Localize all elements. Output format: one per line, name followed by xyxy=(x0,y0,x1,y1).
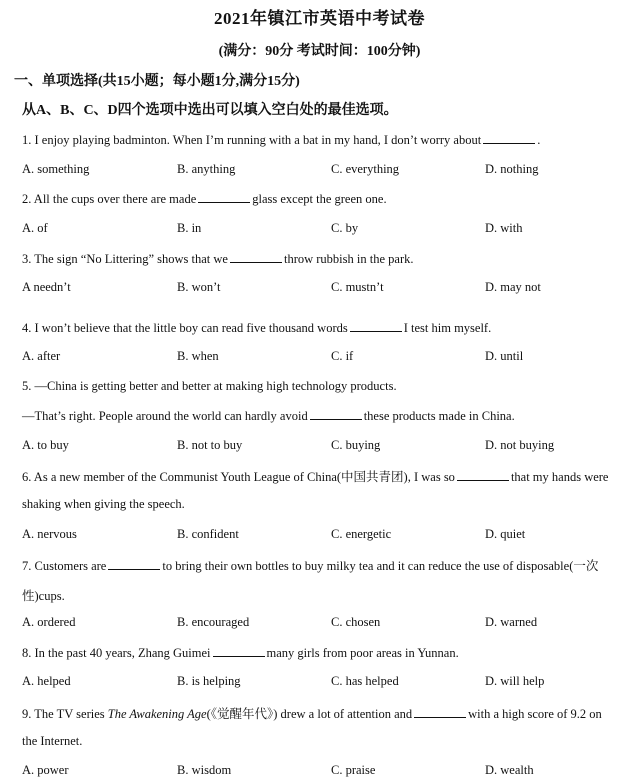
option-d: D. warned xyxy=(485,615,538,629)
option-b: B. wisdom xyxy=(177,763,232,777)
option-c: C. chosen xyxy=(331,615,381,629)
option-a: A. nervous xyxy=(22,527,77,541)
answer-blank xyxy=(457,469,509,481)
question-9-stem xyxy=(22,704,602,722)
answer-blank xyxy=(483,132,535,144)
question-4-stem xyxy=(22,320,491,336)
question-3-stem xyxy=(22,251,413,267)
option-c: C. by xyxy=(331,221,359,235)
option-a: A. power xyxy=(22,763,69,777)
question-7-stem-line2: 性)cups. xyxy=(22,589,65,603)
answer-blank xyxy=(198,191,250,203)
section-instruction: 从A、B、C、D四个选项中选出可以填入空白处的最佳选项。 xyxy=(22,103,398,118)
answer-blank xyxy=(230,251,282,263)
option-b: B. is helping xyxy=(177,674,241,688)
stem-text: that my hands were xyxy=(510,470,609,484)
option-a: A needn’t xyxy=(22,280,71,294)
stem-text: 8. In the past 40 years, Zhang Guimei xyxy=(22,646,211,660)
stem-text: with a high score of 9.2 on xyxy=(468,707,602,721)
option-d: D. with xyxy=(485,221,523,235)
stem-text: many girls from poor areas in Yunnan. xyxy=(266,646,459,660)
answer-blank xyxy=(414,706,466,718)
question-6-stem xyxy=(22,467,608,485)
option-a: A. after xyxy=(22,349,61,363)
question-6-stem-line2: shaking when giving the speech. xyxy=(22,497,185,511)
option-b: B. when xyxy=(177,349,219,363)
stem-text: 6. As a new member of the Communist Youth League of China(中国共青团), I was so xyxy=(22,470,455,484)
section-heading: 一、单项选择(共15小题；每小题1分,满分15分) xyxy=(14,74,300,89)
option-d: D. quiet xyxy=(485,527,526,541)
stem-text: —That’s right. People around the world can hardly avoid xyxy=(22,409,308,423)
stem-text: 7. Customers are xyxy=(22,559,107,573)
option-d: D. not buying xyxy=(485,438,555,452)
stem-text: 9. The TV series xyxy=(22,707,108,721)
question-5-stem xyxy=(22,408,515,424)
option-c: C. buying xyxy=(331,438,381,452)
option-a: A. to buy xyxy=(22,438,69,452)
stem-text: I test him myself. xyxy=(403,321,492,335)
stem-text: . xyxy=(537,133,541,147)
question-2-stem xyxy=(22,191,387,207)
option-a: A. something xyxy=(22,162,90,176)
answer-blank xyxy=(213,645,265,657)
exam-subtitle: (满分：90分 考试时间：100分钟) xyxy=(218,44,421,59)
option-d: D. until xyxy=(485,349,524,363)
option-c: C. if xyxy=(331,349,354,363)
option-b: B. in xyxy=(177,221,202,235)
question-5-stem-line1: 5. —China is getting better and better at making high technology products. xyxy=(22,379,397,393)
option-c: C. praise xyxy=(331,763,376,777)
option-d: D. nothing xyxy=(485,162,539,176)
stem-text: throw rubbish in the park. xyxy=(283,252,414,266)
question-8-stem xyxy=(22,645,459,661)
option-d: D. will help xyxy=(485,674,545,688)
stem-text: (《觉醒年代》) drew a lot of attention and xyxy=(206,707,413,721)
option-b: B. anything xyxy=(177,162,236,176)
option-c: C. mustn’t xyxy=(331,280,384,294)
option-d: D. may not xyxy=(485,280,541,294)
stem-text: 3. The sign “No Littering” shows that we xyxy=(22,252,228,266)
stem-text: 2. All the cups over there are made xyxy=(22,192,197,206)
option-c: C. energetic xyxy=(331,527,392,541)
option-b: B. encouraged xyxy=(177,615,250,629)
option-b: B. confident xyxy=(177,527,239,541)
answer-blank xyxy=(310,408,362,420)
stem-text: glass except the green one. xyxy=(252,192,387,206)
question-9-stem-line2: the Internet. xyxy=(22,734,83,748)
option-d: D. wealth xyxy=(485,763,534,777)
exam-title: 2021年镇江市英语中考试卷 xyxy=(214,9,425,28)
option-a: A. ordered xyxy=(22,615,76,629)
stem-text: 4. I won’t believe that the little boy can read five thousand words xyxy=(22,321,348,335)
stem-text: these products made in China. xyxy=(363,409,515,423)
question-1-stem xyxy=(22,132,540,148)
option-a: A. of xyxy=(22,221,48,235)
option-a: A. helped xyxy=(22,674,71,688)
question-7-stem xyxy=(22,556,598,574)
stem-text: to bring their own bottles to buy milky tea and it can reduce the use of disposable(一次 xyxy=(162,559,599,573)
answer-blank xyxy=(350,320,402,332)
option-c: C. has helped xyxy=(331,674,399,688)
series-title: The Awakening Age xyxy=(107,707,207,721)
option-b: B. not to buy xyxy=(177,438,243,452)
option-c: C. everything xyxy=(331,162,400,176)
stem-text: 1. I enjoy playing badminton. When I’m running with a bat in my hand, I don’t worry about xyxy=(22,133,482,147)
option-b: B. won’t xyxy=(177,280,221,294)
answer-blank xyxy=(108,558,160,570)
